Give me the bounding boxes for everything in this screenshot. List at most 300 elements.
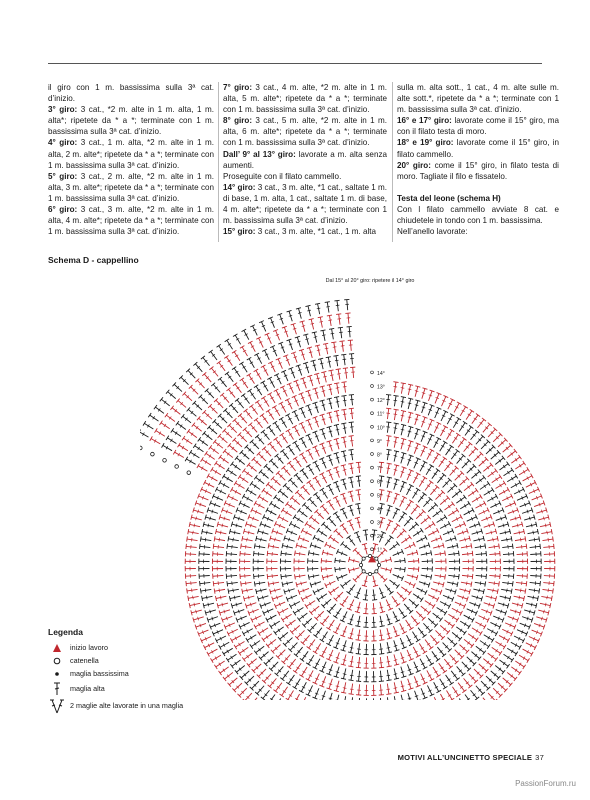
stitch-top-bar bbox=[523, 461, 526, 465]
stitch-top-bar bbox=[200, 536, 201, 541]
double-crochet-symbol bbox=[392, 596, 398, 605]
double-crochet-symbol bbox=[351, 670, 353, 680]
double-crochet-symbol bbox=[195, 364, 202, 372]
double-crochet-symbol bbox=[387, 409, 388, 420]
double-crochet-symbol bbox=[202, 596, 212, 598]
stitch-top-bar bbox=[187, 429, 190, 433]
stitch-top-bar bbox=[227, 544, 228, 549]
stitch-top-bar bbox=[450, 429, 454, 432]
double-crochet-symbol bbox=[483, 465, 491, 472]
stitch-top-bar bbox=[553, 536, 554, 541]
double-crochet-symbol bbox=[198, 466, 207, 471]
instruction-text: il giro con 1 m. bassissima sulla 3ª cat. d’inizio. bbox=[48, 83, 214, 104]
stitch-cross-bar bbox=[533, 531, 534, 535]
double-crochet-symbol bbox=[443, 480, 450, 488]
stitch-top-bar bbox=[554, 544, 555, 549]
double-crochet-symbol bbox=[242, 379, 248, 388]
double-crochet-symbol bbox=[351, 409, 352, 420]
double-crochet-symbol bbox=[474, 454, 481, 461]
stitch-top-bar bbox=[363, 530, 368, 531]
double-crochet-symbol bbox=[215, 539, 225, 541]
double-crochet-symbol bbox=[252, 681, 259, 689]
stitch-cross-bar bbox=[194, 524, 195, 528]
stitch-cross-bar bbox=[440, 552, 441, 556]
chain-symbol bbox=[368, 572, 371, 575]
stitch-top-bar bbox=[215, 596, 216, 601]
double-crochet-symbol bbox=[294, 517, 303, 523]
stitch-top-bar bbox=[295, 574, 296, 579]
stitch-top-bar bbox=[239, 362, 243, 365]
stitch-top-bar bbox=[267, 551, 268, 556]
instruction-text: lavorate come il 15° giro, in filato cammello. bbox=[397, 138, 559, 159]
double-crochet-symbol bbox=[243, 395, 249, 403]
stitch-top-bar bbox=[188, 529, 189, 534]
double-crochet-symbol bbox=[316, 611, 323, 618]
stitch-cross-bar bbox=[343, 469, 347, 470]
stitch-top-bar bbox=[229, 596, 230, 601]
stitch-top-bar bbox=[509, 596, 510, 601]
stitch-top-bar bbox=[523, 596, 524, 601]
stitch-top-bar bbox=[379, 490, 384, 491]
stitch-top-bar bbox=[379, 667, 384, 668]
stitch-cross-bar bbox=[259, 581, 260, 585]
double-crochet-symbol bbox=[496, 642, 505, 648]
double-crochet-symbol bbox=[144, 423, 153, 429]
double-crochet-symbol bbox=[348, 313, 349, 324]
double-crochet-symbol bbox=[239, 434, 246, 441]
legend-label: inizio lavoro bbox=[70, 643, 108, 652]
double-crochet-symbol bbox=[517, 575, 528, 576]
double-crochet-symbol bbox=[351, 684, 353, 694]
double-crochet-symbol bbox=[263, 398, 269, 407]
stitch-top-bar bbox=[483, 475, 486, 479]
stitch-top-bar bbox=[356, 490, 361, 491]
stitch-cross-bar bbox=[466, 545, 467, 549]
double-crochet-symbol bbox=[439, 458, 445, 467]
double-crochet-symbol bbox=[486, 447, 494, 454]
double-crochet-symbol bbox=[290, 480, 297, 488]
double-crochet-symbol bbox=[437, 607, 446, 613]
stitch-top-bar bbox=[341, 451, 346, 452]
stitch-cross-bar bbox=[353, 559, 354, 563]
double-crochet-symbol bbox=[401, 397, 403, 407]
stitch-top-bar bbox=[348, 477, 353, 478]
stitch-top-bar bbox=[202, 596, 203, 601]
double-crochet-symbol bbox=[329, 518, 336, 526]
legend-title: Legenda bbox=[48, 627, 83, 637]
stitch-cross-bar bbox=[247, 538, 248, 542]
stitch-cross-bar bbox=[335, 360, 339, 361]
double-crochet-symbol bbox=[476, 554, 487, 555]
stitch-top-bar bbox=[260, 414, 264, 417]
double-crochet-symbol bbox=[344, 682, 346, 692]
stitch-cross-bar bbox=[343, 442, 347, 443]
double-crochet-symbol bbox=[440, 679, 446, 688]
double-crochet-symbol bbox=[306, 601, 315, 607]
stitch-top-bar bbox=[472, 574, 473, 579]
stitch-cross-bar bbox=[350, 468, 354, 469]
double-crochet-symbol bbox=[151, 439, 160, 444]
double-crochet-symbol bbox=[334, 342, 336, 352]
stitch-cross-bar bbox=[343, 674, 347, 675]
double-crochet-symbol bbox=[226, 554, 237, 555]
double-crochet-symbol bbox=[199, 418, 207, 425]
stitch-cross-bar bbox=[440, 574, 441, 578]
stitch-top-bar bbox=[228, 589, 229, 594]
stitch-cross-bar bbox=[343, 400, 347, 401]
double-crochet-symbol bbox=[329, 385, 331, 395]
stitch-top-bar bbox=[317, 598, 320, 602]
stitch-cross-bar bbox=[480, 581, 481, 585]
stitch-top-bar bbox=[499, 475, 502, 479]
stitch-top-bar bbox=[227, 581, 228, 586]
stitch-top-bar bbox=[491, 638, 494, 642]
stitch-top-bar bbox=[189, 522, 190, 527]
double-crochet-symbol bbox=[401, 587, 410, 593]
double-crochet-symbol bbox=[240, 415, 247, 423]
stitch-cross-bar bbox=[336, 686, 340, 687]
stitch-cross-bar bbox=[380, 607, 384, 608]
stitch-cross-bar bbox=[480, 545, 481, 549]
double-crochet-symbol bbox=[167, 438, 176, 444]
stitch-cross-bar bbox=[323, 376, 327, 377]
stitch-cross-bar bbox=[322, 335, 326, 336]
stitch-top-bar bbox=[483, 589, 484, 594]
double-crochet-symbol bbox=[415, 691, 419, 700]
double-crochet-symbol bbox=[335, 568, 346, 569]
stitch-top-bar bbox=[327, 398, 332, 399]
double-crochet-symbol bbox=[242, 589, 252, 591]
double-crochet-symbol bbox=[199, 554, 210, 555]
stitch-top-bar bbox=[416, 488, 420, 491]
double-crochet-symbol bbox=[365, 530, 366, 541]
stitch-top-bar bbox=[405, 558, 406, 563]
stitch-cross-bar bbox=[333, 347, 337, 348]
stitch-top-bar bbox=[255, 400, 259, 403]
stitch-top-bar bbox=[186, 581, 187, 586]
double-crochet-symbol bbox=[323, 330, 325, 340]
double-crochet-symbol bbox=[484, 490, 493, 496]
double-crochet-symbol bbox=[339, 314, 340, 325]
double-crochet-symbol bbox=[543, 583, 554, 584]
stitch-top-bar bbox=[458, 551, 459, 556]
double-crochet-symbol bbox=[447, 430, 453, 439]
double-crochet-symbol bbox=[275, 627, 284, 633]
stitch-top-bar bbox=[240, 346, 244, 349]
stitch-top-bar bbox=[320, 639, 324, 642]
stitch-cross-bar bbox=[387, 468, 391, 469]
stitch-cross-bar bbox=[248, 596, 249, 600]
double-crochet-symbol bbox=[201, 589, 211, 591]
chain-symbol bbox=[371, 412, 374, 415]
stitch-cross-bar bbox=[307, 310, 311, 311]
stitch-top-bar bbox=[408, 535, 411, 539]
double-crochet-symbol bbox=[481, 441, 488, 449]
stitch-top-bar bbox=[480, 494, 483, 498]
double-crochet-symbol bbox=[457, 666, 464, 674]
stitch-top-bar bbox=[293, 686, 297, 689]
stitch-cross-bar bbox=[401, 686, 405, 687]
double-crochet-symbol bbox=[476, 477, 484, 483]
double-crochet-symbol bbox=[425, 601, 434, 607]
stitch-top-bar bbox=[340, 542, 343, 546]
stitch-top-bar bbox=[341, 382, 346, 383]
double-crochet-symbol bbox=[452, 632, 460, 639]
double-crochet-symbol bbox=[435, 553, 445, 555]
stitch-top-bar bbox=[443, 441, 447, 444]
stitch-cross-bar bbox=[408, 698, 411, 699]
stitch-cross-bar bbox=[520, 538, 521, 542]
stitch-top-bar bbox=[200, 544, 201, 549]
stitch-top-bar bbox=[443, 457, 447, 460]
round-number-label: 10° bbox=[377, 425, 385, 432]
double-crochet-symbol bbox=[501, 589, 511, 591]
stitch-cross-bar bbox=[408, 417, 412, 418]
stitch-top-bar bbox=[339, 341, 344, 342]
double-crochet-symbol bbox=[488, 471, 496, 477]
double-crochet-symbol bbox=[411, 616, 418, 624]
double-crochet-symbol bbox=[244, 653, 252, 659]
double-crochet-symbol bbox=[212, 469, 221, 474]
stitch-top-bar bbox=[267, 574, 268, 579]
double-crochet-symbol bbox=[216, 596, 226, 598]
round-number-label: 9° bbox=[377, 438, 382, 445]
stitch-cross-bar bbox=[408, 431, 411, 432]
stitch-cross-bar bbox=[393, 387, 397, 388]
stitch-top-bar bbox=[268, 543, 269, 548]
double-crochet-symbol bbox=[373, 630, 374, 641]
stitch-top-bar bbox=[341, 437, 346, 438]
stitch-top-bar bbox=[334, 383, 339, 384]
double-crochet-symbol bbox=[489, 575, 500, 576]
double-crochet-symbol bbox=[200, 582, 211, 583]
double-crochet-symbol bbox=[155, 407, 164, 413]
double-crochet-symbol bbox=[292, 625, 300, 632]
double-crochet-symbol bbox=[435, 630, 442, 637]
stitch-top-bar bbox=[540, 544, 541, 549]
stitch-top-bar bbox=[436, 675, 440, 678]
double-crochet-symbol bbox=[385, 585, 391, 593]
stitch-top-bar bbox=[313, 492, 317, 495]
stitch-top-bar bbox=[249, 404, 253, 407]
double-crochet-symbol bbox=[256, 370, 261, 379]
stitch-cross-bar bbox=[196, 517, 197, 521]
stitch-top-bar bbox=[401, 424, 406, 425]
double-crochet-symbol bbox=[344, 437, 346, 447]
double-crochet-symbol bbox=[480, 483, 489, 489]
stitch-top-bar bbox=[312, 332, 317, 333]
stitch-top-bar bbox=[254, 385, 258, 388]
double-crochet-symbol bbox=[214, 546, 225, 547]
double-crochet-symbol bbox=[245, 693, 252, 700]
chain-symbol bbox=[175, 465, 179, 469]
stitch-top-bar bbox=[256, 536, 257, 541]
stitch-top-bar bbox=[242, 536, 243, 541]
double-crochet-symbol bbox=[308, 568, 319, 569]
stitch-top-bar bbox=[166, 436, 169, 440]
double-crochet-symbol bbox=[460, 621, 469, 627]
double-crochet-symbol bbox=[273, 645, 281, 652]
double-crochet-symbol bbox=[309, 640, 315, 649]
stitch-top-bar bbox=[326, 627, 330, 630]
round-heading: Dall’ 9° al 13° giro: bbox=[223, 149, 296, 159]
instruction-paragraph bbox=[397, 204, 559, 226]
stitch-top-bar bbox=[554, 581, 555, 586]
double-crochet-symbol bbox=[228, 389, 235, 397]
double-crochet-symbol bbox=[211, 368, 218, 376]
double-crochet-symbol bbox=[163, 445, 172, 450]
stitch-top-bar bbox=[242, 468, 245, 472]
instruction-paragraph bbox=[223, 115, 387, 148]
stitch-top-bar bbox=[279, 417, 283, 420]
stitch-top-bar bbox=[341, 409, 346, 410]
double-crochet-symbol bbox=[358, 630, 360, 640]
stitch-top-bar bbox=[318, 317, 323, 318]
double-crochet-symbol bbox=[529, 539, 539, 541]
double-crochet-symbol bbox=[486, 676, 494, 683]
double-crochet-symbol bbox=[425, 482, 431, 491]
stitch-top-bar bbox=[241, 544, 242, 549]
double-crochet-symbol bbox=[295, 553, 305, 555]
double-crochet-symbol bbox=[413, 530, 422, 536]
stitch-top-bar bbox=[200, 588, 201, 593]
stitch-top-bar bbox=[338, 327, 343, 328]
chain-symbol bbox=[371, 398, 374, 401]
double-crochet-symbol bbox=[219, 362, 225, 370]
stitch-cross-bar bbox=[520, 589, 521, 593]
stitch-top-bar bbox=[320, 330, 325, 331]
stitch-cross-bar bbox=[503, 524, 504, 527]
stitch-cross-bar bbox=[353, 568, 354, 572]
stitch-top-bar bbox=[458, 574, 459, 579]
legend-item bbox=[48, 667, 238, 680]
stitch-cross-bar bbox=[401, 443, 405, 444]
double-crochet-symbol bbox=[503, 575, 514, 576]
double-crochet-symbol bbox=[232, 464, 241, 470]
double-crochet-symbol bbox=[474, 669, 481, 676]
instruction-text: Con l filato cammello avviate 8 cat. e chiudetele in tondo con 1 m. bassissima. bbox=[397, 205, 559, 226]
legend-item bbox=[48, 654, 238, 667]
double-crochet-symbol bbox=[302, 454, 308, 463]
stitch-top-bar bbox=[258, 631, 261, 635]
stitch-top-bar bbox=[379, 476, 384, 477]
double-crochet-symbol bbox=[426, 655, 432, 664]
double-crochet-symbol bbox=[228, 470, 237, 476]
stitch-cross-bar bbox=[299, 552, 300, 556]
stitch-top-bar bbox=[222, 474, 225, 478]
double-crochet-symbol bbox=[445, 504, 454, 510]
instruction-paragraph bbox=[223, 149, 387, 171]
stitch-cross-bar bbox=[316, 378, 320, 379]
chain-symbol bbox=[371, 466, 374, 469]
stitch-top-bar bbox=[329, 591, 332, 595]
stitch-top-bar bbox=[523, 529, 524, 534]
double-crochet-symbol bbox=[248, 465, 256, 472]
stitch-top-bar bbox=[297, 617, 300, 621]
stitch-top-bar bbox=[486, 574, 487, 579]
double-crochet-symbol bbox=[540, 603, 550, 605]
stitch-top-bar bbox=[215, 529, 216, 534]
double-crochet-symbol bbox=[288, 446, 294, 455]
double-crochet-symbol bbox=[500, 464, 509, 470]
stitch-cross-bar bbox=[208, 524, 209, 528]
double-crochet-symbol bbox=[358, 462, 359, 473]
double-crochet-symbol bbox=[278, 650, 285, 657]
double-crochet-symbol bbox=[394, 696, 396, 700]
stitch-cross-bar bbox=[452, 545, 453, 549]
stitch-cross-bar bbox=[236, 603, 237, 606]
double-crochet-symbol bbox=[229, 425, 237, 432]
chart-note: Dal 15° al 20° giro: ripetere il 14° giro bbox=[325, 278, 415, 284]
stitch-top-bar bbox=[327, 315, 332, 316]
double-crochet-symbol bbox=[330, 587, 339, 593]
stitch-top-bar bbox=[456, 433, 460, 436]
stitch-cross-bar bbox=[350, 647, 354, 648]
stitch-top-bar bbox=[297, 508, 300, 512]
double-crochet-symbol bbox=[344, 355, 345, 366]
stitch-top-bar bbox=[335, 567, 336, 572]
stitch-top-bar bbox=[507, 664, 510, 668]
double-crochet-symbol bbox=[239, 688, 246, 695]
double-crochet-symbol bbox=[168, 392, 176, 399]
double-crochet-symbol bbox=[461, 582, 471, 584]
double-crochet-symbol bbox=[294, 568, 305, 569]
double-crochet-symbol bbox=[204, 412, 212, 419]
stitch-top-bar bbox=[485, 581, 486, 586]
double-crochet-symbol bbox=[161, 423, 170, 429]
stitch-top-bar bbox=[456, 694, 460, 697]
stitch-cross-bar bbox=[401, 429, 405, 430]
double-crochet-symbol bbox=[234, 440, 242, 447]
instruction-paragraph bbox=[48, 82, 214, 104]
double-crochet-symbol bbox=[433, 613, 441, 619]
double-crochet-symbol bbox=[387, 684, 389, 694]
double-crochet-symbol bbox=[448, 485, 456, 492]
watermark: PassionForum.ru bbox=[515, 779, 576, 788]
stitch-cross-bar bbox=[503, 603, 504, 606]
double-crochet-symbol bbox=[387, 422, 388, 433]
stitch-top-bar bbox=[456, 449, 460, 452]
double-crochet-symbol bbox=[483, 659, 491, 666]
double-crochet-symbol bbox=[366, 617, 367, 628]
double-crochet-symbol bbox=[409, 524, 417, 531]
double-crochet-symbol bbox=[390, 580, 398, 586]
stitch-top-bar bbox=[293, 670, 297, 673]
double-crochet-symbol bbox=[283, 510, 292, 516]
double-crochet-symbol bbox=[462, 575, 473, 576]
double-crochet-symbol bbox=[283, 614, 292, 620]
stitch-top-bar bbox=[300, 658, 304, 661]
double-crochet-symbol bbox=[231, 405, 238, 413]
double-crochet-symbol bbox=[479, 664, 487, 671]
stitch-top-bar bbox=[468, 624, 471, 628]
stitch-cross-bar bbox=[322, 405, 325, 406]
double-crochet-symbol bbox=[246, 676, 254, 683]
double-crochet-symbol bbox=[498, 683, 506, 690]
double-crochet-symbol bbox=[204, 374, 211, 382]
double-crochet-symbol bbox=[318, 594, 327, 600]
double-crochet-symbol bbox=[457, 456, 464, 464]
stitch-top-bar bbox=[233, 383, 237, 386]
stitch-top-bar bbox=[527, 467, 530, 471]
stitch-top-bar bbox=[336, 369, 341, 370]
double-crochet-symbol bbox=[240, 575, 251, 576]
double-crochet-symbol bbox=[227, 340, 233, 349]
stitch-top-bar bbox=[334, 424, 339, 425]
double-crochet-symbol bbox=[450, 468, 457, 476]
stitch-top-bar bbox=[233, 334, 237, 337]
double-crochet-symbol bbox=[315, 643, 321, 652]
